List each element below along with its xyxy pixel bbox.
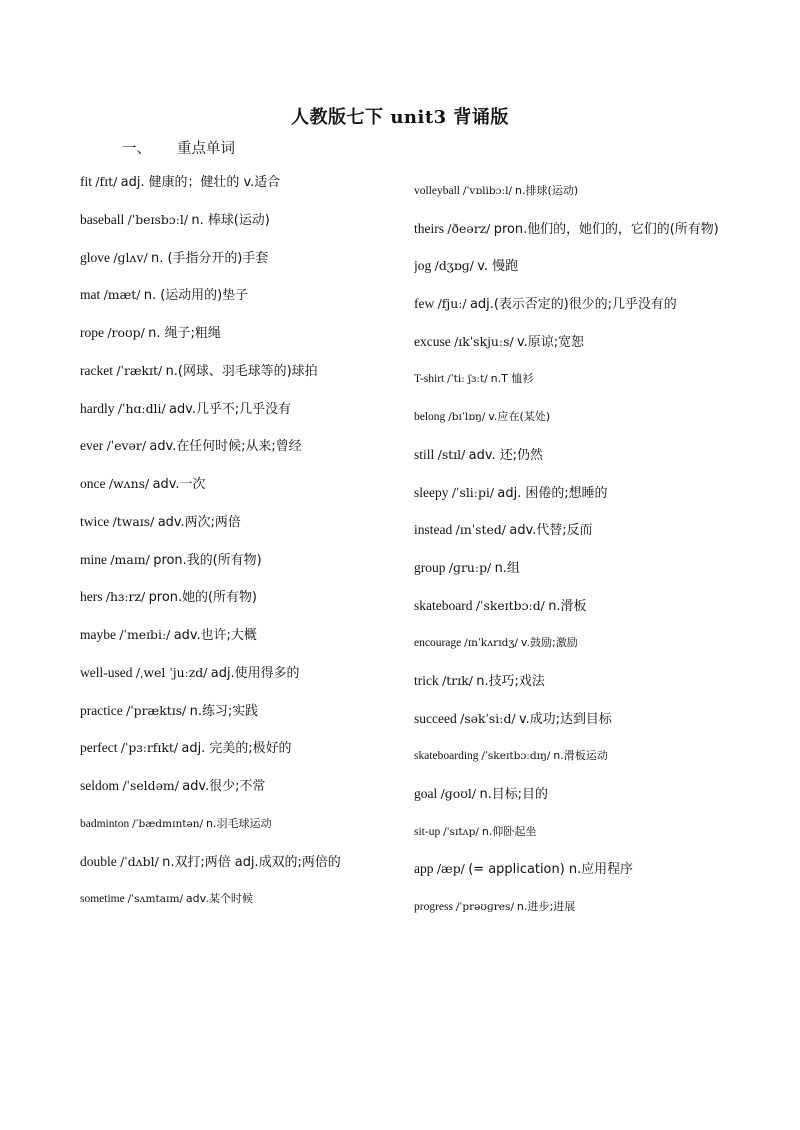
vocab-entry: [80, 662, 400, 700]
vocab-phonetic: /dʒɒɡ/: [434, 258, 474, 274]
vocab-definition: adv.一次: [152, 477, 206, 492]
vocab-entry: [80, 813, 400, 851]
vocab-column-left: [80, 171, 400, 926]
vocab-entry: [414, 255, 794, 293]
vocab-phonetic: /ɡlʌv/: [113, 249, 148, 265]
vocab-phonetic: /ɪnˈkʌrɪdʒ/: [464, 637, 518, 650]
vocab-entry: [414, 482, 794, 520]
vocab-phonetic: /ˈdʌbl/: [120, 853, 159, 869]
vocab-phonetic: /fjuː/: [437, 296, 467, 312]
vocab-definition: n.双打;两倍 adj.成双的;两倍的: [162, 854, 341, 870]
vocab-definition: n.(网球、羽毛球等的)球拍: [165, 363, 318, 379]
vocab-phonetic: /æp/: [436, 861, 465, 877]
vocab-phonetic: /maɪn/: [110, 551, 150, 567]
vocab-phonetic: /ˈbædmɪntən/: [132, 817, 204, 830]
vocab-entry: [414, 783, 794, 821]
vocab-definition: pron.她的(所有物): [148, 590, 257, 606]
vocab-word: practice: [80, 702, 123, 718]
vocab-entry: [80, 737, 400, 775]
vocab-phonetic: /ˈskeɪtbɔːd/: [475, 597, 545, 613]
vocab-entry: [414, 406, 794, 444]
vocab-entry: [80, 700, 400, 738]
vocab-word: progress: [414, 901, 453, 914]
vocab-word: sit-up: [414, 825, 441, 838]
vocab-phonetic: /ˈskeɪtbɔːdɪŋ/: [481, 750, 551, 763]
vocab-entry: [414, 896, 794, 934]
vocab-entry: [80, 888, 400, 926]
vocab-phonetic: /ˈsʌmtaɪm/: [127, 893, 184, 906]
vocab-phonetic: /ɪnˈsted/: [455, 522, 506, 538]
section-title: 重点单词: [177, 141, 235, 157]
vocab-entry: [414, 632, 794, 670]
vocab-entry: [80, 171, 400, 209]
vocab-word: rope: [80, 325, 104, 340]
vocab-definition: pron.我的(所有物): [153, 552, 262, 568]
vocab-entry: [414, 218, 794, 256]
vocab-definition: n.羽毛球运动: [206, 816, 272, 830]
vocab-definition: adj. 困倦的;想睡的: [497, 485, 608, 501]
vocab-entry: [414, 708, 794, 746]
vocab-phonetic: /ˈhɑːdli/: [117, 400, 166, 416]
vocab-entry: [80, 398, 400, 436]
vocab-entry: [80, 851, 400, 889]
vocab-definition: v.原谅;宽恕: [517, 334, 584, 350]
vocab-word: succeed: [414, 710, 457, 726]
vocab-word: theirs: [414, 220, 444, 236]
vocab-definition: n.仰卧起坐: [481, 824, 537, 838]
vocab-definition: v. 慢跑: [477, 259, 519, 275]
vocab-word: hardly: [80, 400, 115, 416]
vocab-entry: [414, 858, 794, 896]
vocab-definition: n.排球(运动): [514, 184, 579, 197]
vocab-entry: [80, 360, 400, 398]
vocab-word: badminton: [80, 817, 130, 830]
vocab-definition: n. (运动用的)垫子: [143, 288, 249, 304]
vocab-phonetic: /ˈmeɪbiː/: [119, 627, 171, 642]
vocab-word: perfect: [80, 740, 118, 756]
vocab-definition: adv.几乎不;几乎没有: [169, 401, 291, 417]
vocab-entry: [80, 435, 400, 473]
vocab-word: glove: [80, 249, 110, 265]
vocab-phonetic: /ˈsliːpi/: [451, 484, 495, 500]
section-number: 一、: [122, 141, 151, 157]
vocab-phonetic: /ˈbeɪsbɔːl/: [127, 211, 189, 227]
vocab-phonetic: /ˈseldəm/: [122, 778, 179, 793]
vocab-entry: [80, 586, 400, 624]
vocab-column-right: [414, 180, 794, 934]
vocab-phonetic: /ˌwel ˈjuːzd/: [135, 664, 208, 680]
vocab-phonetic: /ɡruːp/: [448, 559, 492, 575]
vocab-phonetic: /ˈtiː ʃɜːt/: [447, 373, 488, 386]
vocab-definition: (= application) n.应用程序: [468, 862, 634, 878]
vocab-word: mat: [80, 287, 101, 303]
vocab-word: encourage: [414, 637, 462, 650]
vocab-phonetic: /trɪk/: [442, 672, 473, 688]
vocab-phonetic: /wʌns/: [108, 476, 150, 491]
vocab-word: sometime: [80, 893, 125, 906]
vocab-phonetic: /ˈrækɪt/: [116, 362, 163, 378]
vocab-word: maybe: [80, 627, 116, 642]
vocab-definition: n.组: [494, 560, 520, 576]
vocab-word: group: [414, 559, 446, 575]
vocab-definition: n.T 恤衫: [490, 372, 534, 386]
vocab-word: jog: [414, 258, 432, 274]
vocab-entry: [80, 209, 400, 247]
vocab-word: mine: [80, 551, 107, 567]
vocab-definition: adv.两次;两倍: [157, 514, 241, 530]
vocab-entry: [80, 549, 400, 587]
vocab-definition: n.进步;进展: [516, 900, 576, 914]
vocab-definition: n. 棒球(运动): [191, 212, 270, 228]
vocab-word: volleyball: [414, 185, 460, 197]
vocab-definition: adj.(表示否定的)很少的;几乎没有的: [469, 297, 677, 313]
vocab-phonetic: /ˈsɪtʌp/: [443, 825, 479, 838]
vocab-word: excuse: [414, 333, 451, 349]
vocab-phonetic: /roʊp/: [107, 325, 145, 340]
vocab-phonetic: /ɡoʊl/: [440, 786, 477, 801]
vocab-phonetic: /hɜːrz/: [105, 589, 146, 605]
vocab-entry: [80, 322, 400, 360]
vocab-entry: [80, 511, 400, 549]
vocab-phonetic: /səkˈsiːd/: [460, 710, 516, 726]
vocab-entry: [80, 247, 400, 285]
vocab-word: skateboard: [414, 597, 473, 613]
vocab-phonetic: /stɪl/: [437, 446, 466, 462]
vocab-definition: n.目标;目的: [479, 787, 548, 802]
vocab-word: skateboarding: [414, 750, 479, 763]
vocab-word: racket: [80, 362, 113, 378]
vocab-definition: pron.他们的，她们的，它们的(所有物): [493, 221, 719, 237]
vocab-definition: adv.代替;反而: [509, 523, 593, 539]
vocab-entry: [414, 444, 794, 482]
vocab-definition: adv.某个时候: [185, 892, 253, 906]
vocab-definition: n. 绳子;粗绳: [148, 326, 221, 341]
vocab-definition: v.鼓励;激励: [520, 636, 578, 650]
vocab-word: few: [414, 296, 435, 312]
vocab-entry: [414, 293, 794, 331]
vocab-word: still: [414, 446, 435, 462]
vocab-entry: [414, 331, 794, 369]
vocab-entry: [414, 519, 794, 557]
vocab-definition: adj.使用得多的: [210, 665, 300, 681]
vocab-entry: [414, 745, 794, 783]
vocab-word: instead: [414, 522, 453, 538]
vocab-definition: adj. 健康的；健壮的 v.适合: [120, 175, 281, 190]
vocab-word: baseball: [80, 211, 125, 227]
vocab-word: well-used: [80, 664, 133, 680]
vocab-definition: adv. 还;仍然: [468, 447, 543, 463]
vocab-word: sleepy: [414, 484, 449, 500]
vocab-entry: [414, 368, 794, 406]
vocab-entry: [414, 670, 794, 708]
vocab-word: T-shirt: [414, 373, 445, 386]
vocab-word: once: [80, 476, 106, 491]
vocab-definition: n. (手指分开的)手套: [151, 250, 269, 266]
vocab-definition: adv.在任何时候;从来;曾经: [149, 439, 302, 455]
vocab-phonetic: /ˈvɒlibɔːl/: [462, 185, 513, 197]
vocab-definition: adj. 完美的;极好的: [181, 741, 292, 757]
document-title: 人教版七下 unit3 背诵版: [291, 107, 509, 128]
vocab-phonetic: /ˈpræktɪs/: [126, 702, 187, 718]
vocab-entry: [414, 595, 794, 633]
vocab-phonetic: /twaɪs/: [112, 513, 155, 529]
vocab-entry: [414, 180, 794, 218]
vocab-phonetic: /fɪt/: [95, 174, 118, 189]
vocab-definition: n.滑板: [548, 598, 587, 614]
vocab-definition: n.技巧;戏法: [476, 673, 545, 689]
vocab-word: hers: [80, 589, 103, 605]
vocab-word: fit: [80, 174, 92, 189]
vocab-definition: n.滑板运动: [553, 749, 608, 763]
vocab-phonetic: /ˈprəʊɡres/: [455, 901, 515, 914]
vocab-phonetic: /ˈpɜːrfɪkt/: [120, 740, 179, 756]
vocab-word: ever: [80, 438, 104, 454]
vocab-phonetic: /ɪkˈskjuːs/: [454, 333, 514, 349]
vocab-word: twice: [80, 513, 110, 529]
vocab-word: app: [414, 861, 434, 877]
vocab-word: double: [80, 853, 117, 869]
vocab-definition: v.成功;达到目标: [518, 711, 612, 727]
vocab-word: goal: [414, 786, 438, 801]
vocab-phonetic: /ˈevər/: [106, 438, 147, 454]
vocab-phonetic: /bɪˈlɒŋ/: [448, 411, 486, 424]
vocab-entry: [80, 473, 400, 511]
vocab-definition: adv.很少;不常: [182, 779, 266, 794]
vocab-definition: v.应在(某处): [488, 410, 551, 424]
vocab-entry: [80, 624, 400, 662]
vocab-definition: n.练习;实践: [189, 703, 259, 719]
vocab-entry: [414, 557, 794, 595]
vocab-phonetic: /ðeərz/: [447, 220, 491, 236]
vocab-entry: [414, 821, 794, 859]
vocab-word: trick: [414, 672, 439, 688]
section-heading: [122, 137, 235, 158]
vocab-entry: [80, 775, 400, 813]
vocab-word: belong: [414, 411, 446, 424]
vocab-entry: [80, 284, 400, 322]
vocab-word: seldom: [80, 778, 119, 793]
vocab-phonetic: /mæt/: [103, 287, 141, 303]
vocab-definition: adv.也许;大概: [173, 628, 257, 643]
